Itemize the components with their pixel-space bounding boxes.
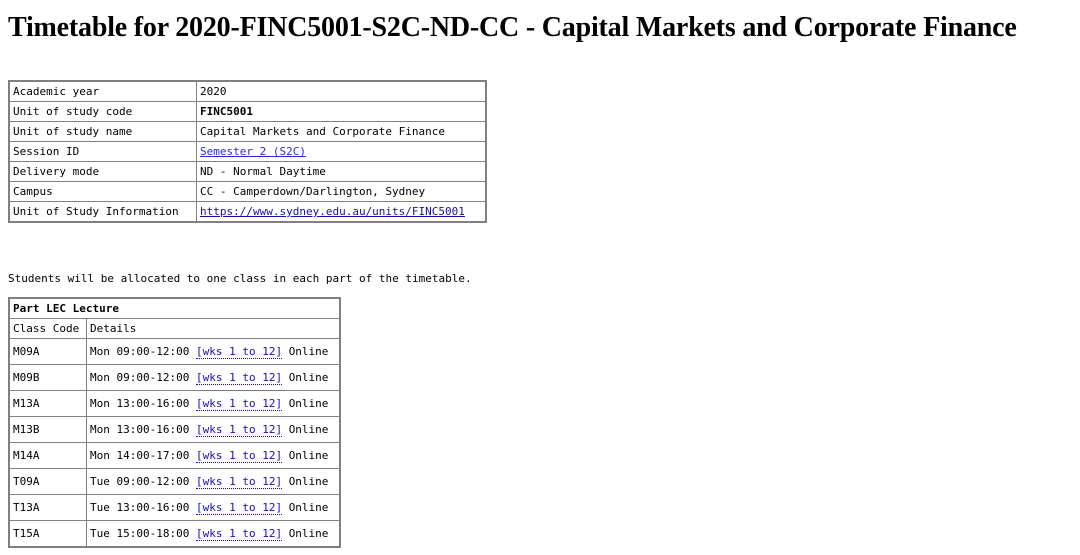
class-time: Mon 09:00-12:00 bbox=[90, 345, 190, 358]
info-value: 2020 bbox=[197, 81, 487, 102]
class-time: Tue 09:00-12:00 bbox=[90, 475, 190, 488]
unit-info-link[interactable]: https://www.sydney.edu.au/units/FINC5001 bbox=[200, 205, 465, 218]
class-details bbox=[87, 365, 341, 391]
info-row-unit-code bbox=[9, 102, 486, 122]
info-value bbox=[197, 102, 487, 122]
class-time: Tue 15:00-18:00 bbox=[90, 527, 190, 540]
info-label: Academic year bbox=[9, 81, 197, 102]
table-row bbox=[9, 495, 340, 521]
class-time: Mon 13:00-16:00 bbox=[90, 397, 190, 410]
session-link[interactable]: Semester 2 (S2C) bbox=[200, 145, 306, 158]
allocation-note: Students will be allocated to one class in each part of the timetable. bbox=[8, 272, 472, 285]
class-location: Online bbox=[288, 449, 329, 462]
class-code: T15A bbox=[9, 521, 87, 548]
class-code: M09A bbox=[9, 339, 87, 365]
weeks-link[interactable]: [wks 1 to 12] bbox=[195, 501, 283, 514]
info-row-delivery-mode bbox=[9, 162, 486, 182]
class-code: M09B bbox=[9, 365, 87, 391]
info-row-unit-info bbox=[9, 202, 486, 223]
class-details bbox=[87, 339, 341, 365]
unit-info-table bbox=[8, 80, 487, 223]
class-code: M13A bbox=[9, 391, 87, 417]
lecture-timetable bbox=[8, 297, 341, 548]
info-row-session-id bbox=[9, 142, 486, 162]
info-label: Session ID bbox=[9, 142, 197, 162]
class-location: Online bbox=[288, 527, 329, 540]
weeks-link[interactable]: [wks 1 to 12] bbox=[195, 527, 283, 540]
table-row bbox=[9, 391, 340, 417]
class-time: Mon 09:00-12:00 bbox=[90, 371, 190, 384]
class-location: Online bbox=[288, 397, 329, 410]
class-code: T09A bbox=[9, 469, 87, 495]
class-time: Mon 13:00-16:00 bbox=[90, 423, 190, 436]
class-location: Online bbox=[288, 501, 329, 514]
page-title: Timetable for 2020-FINC5001-S2C-ND-CC - Capital Markets and Corporate Finance bbox=[8, 12, 1017, 43]
info-row-unit-name bbox=[9, 122, 486, 142]
info-row-academic-year bbox=[9, 81, 486, 102]
class-time: Tue 13:00-16:00 bbox=[90, 501, 190, 514]
class-time: Mon 14:00-17:00 bbox=[90, 449, 190, 462]
info-value: CC - Camperdown/Darlington, Sydney bbox=[197, 182, 487, 202]
weeks-link[interactable]: [wks 1 to 12] bbox=[195, 449, 283, 462]
info-label: Unit of study name bbox=[9, 122, 197, 142]
class-location: Online bbox=[288, 423, 329, 436]
info-value: Capital Markets and Corporate Finance bbox=[197, 122, 487, 142]
class-details bbox=[87, 443, 341, 469]
weeks-link[interactable]: [wks 1 to 12] bbox=[195, 475, 283, 488]
class-details bbox=[87, 391, 341, 417]
info-value: ND - Normal Daytime bbox=[197, 162, 487, 182]
column-header-row bbox=[9, 319, 340, 339]
class-location: Online bbox=[288, 475, 329, 488]
class-details bbox=[87, 495, 341, 521]
class-details bbox=[87, 417, 341, 443]
table-row bbox=[9, 339, 340, 365]
table-row bbox=[9, 521, 340, 548]
unit-code-value: FINC5001 bbox=[200, 105, 253, 118]
class-location: Online bbox=[288, 371, 329, 384]
weeks-link[interactable]: [wks 1 to 12] bbox=[195, 345, 283, 358]
class-location: Online bbox=[288, 345, 329, 358]
info-label: Campus bbox=[9, 182, 197, 202]
class-details bbox=[87, 469, 341, 495]
weeks-link[interactable]: [wks 1 to 12] bbox=[195, 371, 283, 384]
info-label: Delivery mode bbox=[9, 162, 197, 182]
info-label: Unit of Study Information bbox=[9, 202, 197, 223]
class-code: T13A bbox=[9, 495, 87, 521]
class-details bbox=[87, 521, 341, 548]
column-header-class-code: Class Code bbox=[9, 319, 87, 339]
table-row bbox=[9, 443, 340, 469]
table-row bbox=[9, 469, 340, 495]
class-code: M14A bbox=[9, 443, 87, 469]
weeks-link[interactable]: [wks 1 to 12] bbox=[195, 423, 283, 436]
part-header: Part LEC Lecture bbox=[9, 298, 340, 319]
column-header-details: Details bbox=[87, 319, 341, 339]
table-row bbox=[9, 365, 340, 391]
class-code: M13B bbox=[9, 417, 87, 443]
table-row bbox=[9, 417, 340, 443]
info-label: Unit of study code bbox=[9, 102, 197, 122]
weeks-link[interactable]: [wks 1 to 12] bbox=[195, 397, 283, 410]
info-value bbox=[197, 142, 487, 162]
info-value bbox=[197, 202, 487, 223]
info-row-campus bbox=[9, 182, 486, 202]
part-header-row bbox=[9, 298, 340, 319]
